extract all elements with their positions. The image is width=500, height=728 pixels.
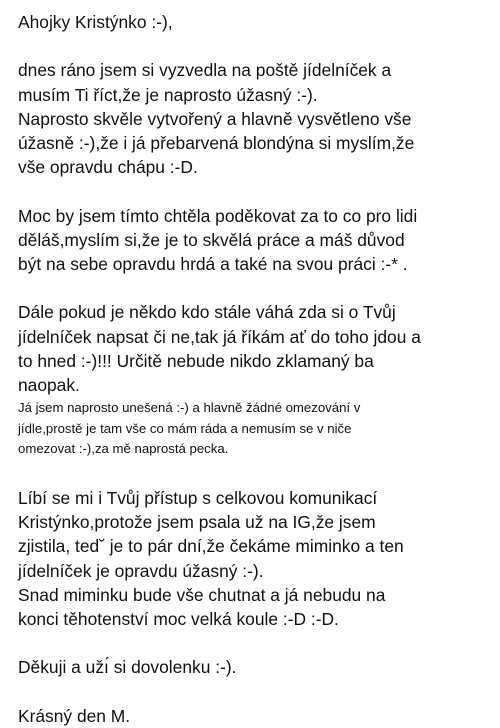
paragraph-line: Dále pokud je někdo kdo stále váhá zda si o Tvůj — [18, 302, 396, 323]
paragraph-4 — [18, 486, 488, 631]
small-line: jídle,prostě je tam vše co mám ráda a nemusím se v niče — [18, 420, 352, 436]
paragraph-gap — [18, 462, 488, 486]
signature: Krásný den M. — [18, 705, 131, 726]
paragraph-3 — [18, 300, 488, 397]
greeting: Ahojky Kristýnko :-), — [18, 12, 173, 32]
paragraph-gap — [18, 631, 488, 655]
paragraph-line: to hned :-)!!! Určitě nebude nikdo zklamaný ba — [18, 350, 374, 371]
paragraph-gap — [18, 34, 488, 58]
paragraph-gap — [18, 276, 488, 300]
paragraph-line: děláš,myslím si,že je to skvělá práce a máš důvod — [18, 229, 405, 250]
paragraph-line: jídelníček je opravdu úžasný :-). — [18, 560, 264, 581]
paragraph-3-small — [18, 398, 488, 460]
message-text — [18, 10, 488, 728]
paragraph-line: zjistila, ted˘ je to pár dní,že čekáme miminko a ten — [18, 536, 404, 557]
thanks-line: Děkuji a užı́ si dovolenku :-). — [18, 657, 237, 678]
paragraph-line: vše opravdu chápu :-D. — [18, 157, 198, 178]
paragraph-line: Naprosto skvěle vytvořený a hlavně vysvětleno vše — [18, 108, 412, 129]
paragraph-gap — [18, 680, 488, 704]
paragraph-1 — [18, 58, 488, 179]
small-line: omezovat :-),za mě naprostá pecka. — [18, 441, 229, 457]
small-line: Já jsem naprosto unešená :-) a hlavně žádné omezování v — [18, 400, 361, 416]
paragraph-line: Moc by jsem tímto chtěla poděkovat za to co pro lidi — [18, 205, 418, 226]
paragraph-gap — [18, 179, 488, 203]
paragraph-line: Snad miminku bude vše chutnat a já nebudu na — [18, 584, 386, 605]
paragraph-line: být na sebe opravdu hrdá a také na svou práci :-* . — [18, 254, 408, 274]
paragraph-2 — [18, 204, 488, 277]
paragraph-line: musím Ti říct,že je naprosto úžasný :-). — [18, 84, 318, 105]
paragraph-line: naopak. — [18, 375, 80, 395]
paragraph-line: Kristýnko,protože jsem psala už na IG,že jsem — [18, 512, 376, 533]
paragraph-line: úžasně :-),že i já přebarvená blondýna si myslím,že — [18, 133, 415, 153]
paragraph-line: konci těhotenství moc velká koule :-D :-D. — [18, 608, 339, 629]
paragraph-line: Líbí se mi i Tvůj přístup s celkovou komunikací — [18, 487, 378, 508]
paragraph-line: jídelníček napsat či ne,tak já říkám ať do toho jdou a — [18, 326, 421, 347]
paragraph-line: dnes ráno jsem si vyzvedla na poště jídelníček a — [18, 60, 392, 81]
